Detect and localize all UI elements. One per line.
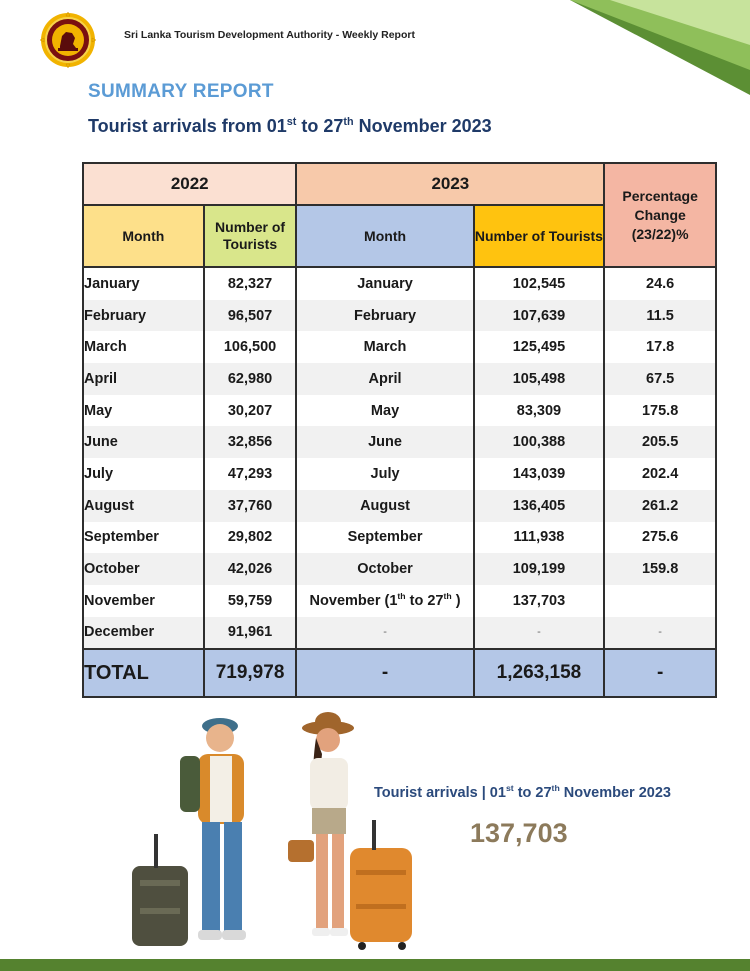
percentage-change: 205.5 (604, 426, 716, 458)
table-row (83, 585, 716, 617)
tourists-2022: 59,759 (204, 585, 297, 617)
total-tourists-2023: 1,263,158 (474, 649, 605, 697)
percentage-change: 11.5 (604, 300, 716, 332)
month-2022: January (83, 267, 204, 300)
percentage-change: 24.6 (604, 267, 716, 300)
month-2022: October (83, 553, 204, 585)
summary-caption: Tourist arrivals | 01st to 27th November 2023 (374, 783, 671, 801)
tourists-2022: 106,500 (204, 331, 297, 363)
green-leaf-corner (570, 0, 750, 95)
month-2023: November (1th to 27th ) (296, 585, 473, 617)
summary-value: 137,703 (470, 818, 568, 848)
report-title: SUMMARY REPORT (88, 81, 274, 102)
month-2023: June (296, 426, 473, 458)
month-2023: January (296, 267, 473, 300)
month-2023: April (296, 363, 473, 395)
month-2022: June (83, 426, 204, 458)
tourists-2023: 102,545 (474, 267, 605, 300)
percentage-change: 275.6 (604, 522, 716, 554)
percentage-change: 202.4 (604, 458, 716, 490)
tourists-2023: - (474, 617, 605, 650)
tourists-2023: 107,639 (474, 300, 605, 332)
month-2022: February (83, 300, 204, 332)
month-2023: - (296, 617, 473, 650)
month-2022: May (83, 395, 204, 427)
table-row (83, 267, 716, 300)
tourists-2023: 143,039 (474, 458, 605, 490)
tourists-2022: 96,507 (204, 300, 297, 332)
table-row (83, 426, 716, 458)
sri-lanka-emblem-icon (40, 12, 96, 68)
table-row (83, 395, 716, 427)
tourists-2023: 137,703 (474, 585, 605, 617)
table-row (83, 617, 716, 650)
percentage-change: 261.2 (604, 490, 716, 522)
tourists-2023: 111,938 (474, 522, 605, 554)
total-row (83, 649, 716, 697)
month-2023: March (296, 331, 473, 363)
table-row (83, 300, 716, 332)
table-row (83, 522, 716, 554)
report-subtitle: Tourist arrivals from 01st to 27th November 2023 (88, 116, 492, 136)
month-2023: August (296, 490, 473, 522)
tourists-2023: 105,498 (474, 363, 605, 395)
tourists-2022: 91,961 (204, 617, 297, 650)
percentage-change: 67.5 (604, 363, 716, 395)
tourists-2022-header: Number of Tourists (204, 205, 297, 267)
bottom-green-bar (0, 959, 750, 971)
year-2023-header: 2023 (296, 163, 604, 205)
tourists-2023-header: Number of Tourists (474, 205, 605, 267)
tourists-2022: 47,293 (204, 458, 297, 490)
tourists-2022: 32,856 (204, 426, 297, 458)
tourists-2023: 100,388 (474, 426, 605, 458)
table-row (83, 331, 716, 363)
month-2023: July (296, 458, 473, 490)
tourists-2022: 37,760 (204, 490, 297, 522)
tourists-2023: 125,495 (474, 331, 605, 363)
tourists-2023: 136,405 (474, 490, 605, 522)
arrivals-table (82, 162, 717, 698)
table-row (83, 363, 716, 395)
month-2022: December (83, 617, 204, 650)
tourists-2022: 62,980 (204, 363, 297, 395)
month-2023: February (296, 300, 473, 332)
month-2022: November (83, 585, 204, 617)
month-2023: October (296, 553, 473, 585)
total-percentage-change: - (604, 649, 716, 697)
percentage-change (604, 585, 716, 617)
total-label: TOTAL (83, 649, 204, 697)
month-2022: August (83, 490, 204, 522)
month-2022: July (83, 458, 204, 490)
month-2023: May (296, 395, 473, 427)
month-2023: September (296, 522, 473, 554)
tourists-2022: 42,026 (204, 553, 297, 585)
tourists-2023: 83,309 (474, 395, 605, 427)
table-row (83, 458, 716, 490)
percentage-change: 175.8 (604, 395, 716, 427)
month-2022: September (83, 522, 204, 554)
month-2022: March (83, 331, 204, 363)
header-title: Sri Lanka Tourism Development Authority - Weekly Report (124, 29, 415, 41)
month-2022: April (83, 363, 204, 395)
percentage-change: 17.8 (604, 331, 716, 363)
tourists-2022: 29,802 (204, 522, 297, 554)
tourists-2022: 30,207 (204, 395, 297, 427)
table-row (83, 553, 716, 585)
table-row (83, 490, 716, 522)
year-2022-header: 2022 (83, 163, 296, 205)
tourists-2023: 109,199 (474, 553, 605, 585)
tourists-2022: 82,327 (204, 267, 297, 300)
percentage-change: - (604, 617, 716, 650)
month-2022-header: Month (83, 205, 204, 267)
total-tourists-2022: 719,978 (204, 649, 297, 697)
travelers-illustration (110, 698, 430, 956)
month-2023-header: Month (296, 205, 473, 267)
total-month-2023: - (296, 649, 473, 697)
percentage-change-header: Percentage Change (23/22)% (604, 163, 716, 267)
percentage-change: 159.8 (604, 553, 716, 585)
